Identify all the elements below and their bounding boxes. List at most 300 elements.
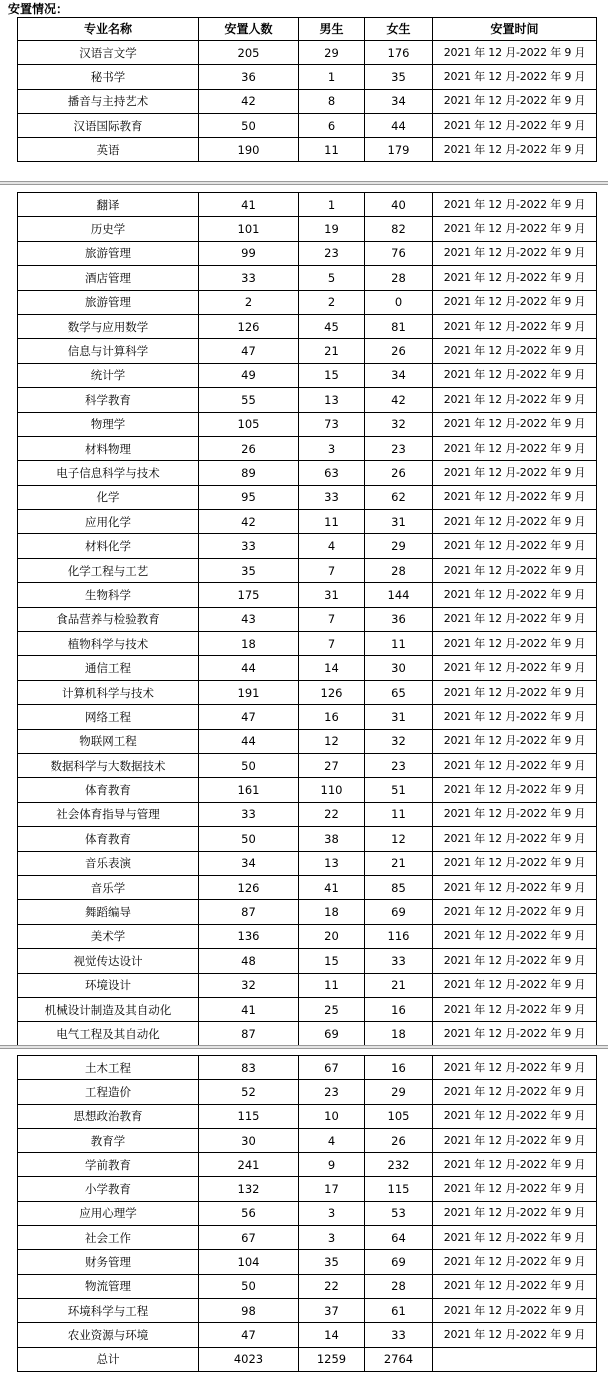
major-name-cell: 音乐学 — [18, 875, 199, 899]
table-row — [18, 314, 597, 338]
male-count-cell: 22 — [299, 1274, 365, 1298]
table-row — [18, 461, 597, 485]
table-row — [18, 1323, 597, 1347]
major-name-cell: 翻译 — [18, 193, 199, 217]
female-count-cell: 33 — [365, 1323, 433, 1347]
placement-time-cell: 2021 年 12 月-2022 年 9 月 — [433, 558, 597, 582]
male-count-cell: 19 — [299, 217, 365, 241]
female-count-cell: 36 — [365, 607, 433, 631]
female-count-cell: 26 — [365, 1128, 433, 1152]
female-count-cell: 26 — [365, 461, 433, 485]
major-name-cell: 化学工程与工艺 — [18, 558, 199, 582]
male-count-cell: 29 — [299, 41, 365, 65]
female-count-cell: 69 — [365, 1250, 433, 1274]
placement-count-cell: 44 — [199, 729, 299, 753]
male-count-cell: 45 — [299, 314, 365, 338]
male-count-cell: 41 — [299, 875, 365, 899]
placement-count-cell: 126 — [199, 875, 299, 899]
placement-time-cell: 2021 年 12 月-2022 年 9 月 — [433, 1056, 597, 1080]
placement-time-cell: 2021 年 12 月-2022 年 9 月 — [433, 436, 597, 460]
table-row — [18, 1274, 597, 1298]
female-count-cell: 32 — [365, 412, 433, 436]
male-count-cell: 63 — [299, 461, 365, 485]
male-count-cell: 110 — [299, 778, 365, 802]
placement-count-cell: 98 — [199, 1298, 299, 1322]
placement-time-cell: 2021 年 12 月-2022 年 9 月 — [433, 363, 597, 387]
female-count-cell: 11 — [365, 802, 433, 826]
section-heading: 安置情况： — [8, 2, 69, 16]
male-count-cell: 1 — [299, 193, 365, 217]
placement-count-cell: 49 — [199, 363, 299, 387]
table-row — [18, 973, 597, 997]
male-count-cell: 3 — [299, 436, 365, 460]
female-count-cell: 61 — [365, 1298, 433, 1322]
female-count-cell: 40 — [365, 193, 433, 217]
placement-time-cell: 2021 年 12 月-2022 年 9 月 — [433, 1226, 597, 1250]
placement-time-cell: 2021 年 12 月-2022 年 9 月 — [433, 924, 597, 948]
placement-count-cell: 205 — [199, 41, 299, 65]
female-count-cell: 18 — [365, 1022, 433, 1046]
female-count-cell: 232 — [365, 1153, 433, 1177]
major-name-cell: 统计学 — [18, 363, 199, 387]
placement-count-cell: 50 — [199, 113, 299, 137]
placement-time-cell: 2021 年 12 月-2022 年 9 月 — [433, 113, 597, 137]
placement-count-cell: 115 — [199, 1104, 299, 1128]
placement-count-cell: 44 — [199, 656, 299, 680]
placement-count-cell: 47 — [199, 1323, 299, 1347]
table-row — [18, 875, 597, 899]
table-row — [18, 802, 597, 826]
table-row — [18, 827, 597, 851]
male-count-cell: 13 — [299, 388, 365, 412]
table-row — [18, 217, 597, 241]
table-row — [18, 436, 597, 460]
placement-time-cell: 2021 年 12 月-2022 年 9 月 — [433, 217, 597, 241]
major-name-cell: 工程造价 — [18, 1080, 199, 1104]
placement-count-cell: 26 — [199, 436, 299, 460]
female-count-cell: 23 — [365, 436, 433, 460]
major-name-cell: 体育教育 — [18, 778, 199, 802]
major-name-cell: 网络工程 — [18, 705, 199, 729]
page-separator — [0, 1045, 608, 1050]
female-count-cell: 30 — [365, 656, 433, 680]
major-name-cell: 旅游管理 — [18, 241, 199, 265]
major-name-cell: 汉语国际教育 — [18, 113, 199, 137]
male-count-cell: 12 — [299, 729, 365, 753]
female-count-cell: 26 — [365, 339, 433, 363]
female-count-cell: 85 — [365, 875, 433, 899]
table-row — [18, 113, 597, 137]
major-name-cell: 物理学 — [18, 412, 199, 436]
table-row — [18, 1226, 597, 1250]
placement-count-cell: 30 — [199, 1128, 299, 1152]
placement-count-cell: 55 — [199, 388, 299, 412]
male-count-cell: 15 — [299, 949, 365, 973]
table-row — [18, 680, 597, 704]
placement-count-cell: 99 — [199, 241, 299, 265]
placement-count-cell: 175 — [199, 583, 299, 607]
female-count-cell: 0 — [365, 290, 433, 314]
female-count-cell: 35 — [365, 65, 433, 89]
major-name-cell: 食品营养与检验教育 — [18, 607, 199, 631]
male-count-cell: 73 — [299, 412, 365, 436]
placement-count-cell: 18 — [199, 632, 299, 656]
male-count-cell: 3 — [299, 1201, 365, 1225]
male-count-cell: 18 — [299, 900, 365, 924]
placement-count-cell: 47 — [199, 339, 299, 363]
major-name-cell: 小学教育 — [18, 1177, 199, 1201]
major-name-cell: 旅游管理 — [18, 290, 199, 314]
major-name-cell: 植物科学与技术 — [18, 632, 199, 656]
placement-count-cell: 126 — [199, 314, 299, 338]
placement-time-cell: 2021 年 12 月-2022 年 9 月 — [433, 729, 597, 753]
total-row — [18, 1347, 597, 1371]
male-count-cell: 11 — [299, 510, 365, 534]
major-name-cell: 材料化学 — [18, 534, 199, 558]
placement-count-cell: 35 — [199, 558, 299, 582]
placement-count-cell: 33 — [199, 266, 299, 290]
placement-time-cell: 2021 年 12 月-2022 年 9 月 — [433, 41, 597, 65]
female-count-cell: 11 — [365, 632, 433, 656]
female-count-cell: 28 — [365, 266, 433, 290]
major-name-cell: 财务管理 — [18, 1250, 199, 1274]
placement-count-cell: 41 — [199, 193, 299, 217]
female-count-cell: 65 — [365, 680, 433, 704]
table-row — [18, 1153, 597, 1177]
female-count-cell: 144 — [365, 583, 433, 607]
table-row — [18, 266, 597, 290]
placement-time-cell: 2021 年 12 月-2022 年 9 月 — [433, 680, 597, 704]
female-count-cell: 53 — [365, 1201, 433, 1225]
table-row — [18, 753, 597, 777]
table-row — [18, 656, 597, 680]
table-row — [18, 241, 597, 265]
placement-count-cell: 41 — [199, 997, 299, 1021]
male-count-cell: 15 — [299, 363, 365, 387]
placement-time-cell: 2021 年 12 月-2022 年 9 月 — [433, 290, 597, 314]
placement-time-cell: 2021 年 12 月-2022 年 9 月 — [433, 607, 597, 631]
page-separator — [0, 181, 608, 186]
major-name-cell: 美术学 — [18, 924, 199, 948]
major-name-cell: 社会体育指导与管理 — [18, 802, 199, 826]
major-name-cell: 机械设计制造及其自动化 — [18, 997, 199, 1021]
placement-time-cell: 2021 年 12 月-2022 年 9 月 — [433, 339, 597, 363]
male-count-cell: 31 — [299, 583, 365, 607]
placement-time-cell: 2021 年 12 月-2022 年 9 月 — [433, 1128, 597, 1152]
placement-time-cell: 2021 年 12 月-2022 年 9 月 — [433, 65, 597, 89]
male-count-cell: 27 — [299, 753, 365, 777]
major-name-cell: 应用化学 — [18, 510, 199, 534]
table-row — [18, 510, 597, 534]
female-count-cell: 12 — [365, 827, 433, 851]
female-count-cell: 179 — [365, 138, 433, 162]
major-name-cell: 秘书学 — [18, 65, 199, 89]
table-header-row — [18, 18, 597, 41]
table-row — [18, 1177, 597, 1201]
female-count-cell: 176 — [365, 41, 433, 65]
male-count-cell: 6 — [299, 113, 365, 137]
male-count-cell: 7 — [299, 607, 365, 631]
major-name-cell: 电气工程及其自动化 — [18, 1022, 199, 1046]
placement-count-cell: 104 — [199, 1250, 299, 1274]
male-count-cell: 33 — [299, 485, 365, 509]
placement-time-cell: 2021 年 12 月-2022 年 9 月 — [433, 1274, 597, 1298]
table-row — [18, 924, 597, 948]
female-count-cell: 2764 — [365, 1347, 433, 1371]
male-count-cell: 3 — [299, 1226, 365, 1250]
table-row — [18, 41, 597, 65]
table-row — [18, 1298, 597, 1322]
placement-time-cell: 2021 年 12 月-2022 年 9 月 — [433, 1177, 597, 1201]
table-row — [18, 1201, 597, 1225]
table-row — [18, 778, 597, 802]
table-row — [18, 997, 597, 1021]
placement-count-cell: 4023 — [199, 1347, 299, 1371]
placement-time-cell: 2021 年 12 月-2022 年 9 月 — [433, 485, 597, 509]
placement-count-cell: 48 — [199, 949, 299, 973]
major-name-cell: 数学与应用数学 — [18, 314, 199, 338]
placement-time-cell: 2021 年 12 月-2022 年 9 月 — [433, 510, 597, 534]
female-count-cell: 105 — [365, 1104, 433, 1128]
placement-time-cell: 2021 年 12 月-2022 年 9 月 — [433, 412, 597, 436]
placement-time-cell: 2021 年 12 月-2022 年 9 月 — [433, 997, 597, 1021]
major-name-cell: 计算机科学与技术 — [18, 680, 199, 704]
female-count-cell: 115 — [365, 1177, 433, 1201]
column-header: 安置时间 — [433, 18, 597, 41]
female-count-cell: 28 — [365, 558, 433, 582]
male-count-cell: 23 — [299, 241, 365, 265]
table-row — [18, 607, 597, 631]
major-name-cell: 思想政治教育 — [18, 1104, 199, 1128]
placement-count-cell: 191 — [199, 680, 299, 704]
placement-time-cell: 2021 年 12 月-2022 年 9 月 — [433, 973, 597, 997]
placement-count-cell: 50 — [199, 753, 299, 777]
female-count-cell: 81 — [365, 314, 433, 338]
major-name-cell: 物流管理 — [18, 1274, 199, 1298]
female-count-cell: 42 — [365, 388, 433, 412]
table-row — [18, 705, 597, 729]
table-row — [18, 583, 597, 607]
male-count-cell: 7 — [299, 558, 365, 582]
male-count-cell: 2 — [299, 290, 365, 314]
placement-time-cell: 2021 年 12 月-2022 年 9 月 — [433, 241, 597, 265]
male-count-cell: 20 — [299, 924, 365, 948]
major-name-cell: 土木工程 — [18, 1056, 199, 1080]
major-name-cell: 物联网工程 — [18, 729, 199, 753]
table-row — [18, 900, 597, 924]
table-row — [18, 632, 597, 656]
placement-count-cell: 87 — [199, 900, 299, 924]
major-name-cell: 学前教育 — [18, 1153, 199, 1177]
female-count-cell: 21 — [365, 973, 433, 997]
female-count-cell: 31 — [365, 510, 433, 534]
major-name-cell: 环境设计 — [18, 973, 199, 997]
major-name-cell: 材料物理 — [18, 436, 199, 460]
male-count-cell: 9 — [299, 1153, 365, 1177]
male-count-cell: 67 — [299, 1056, 365, 1080]
male-count-cell: 11 — [299, 973, 365, 997]
male-count-cell: 69 — [299, 1022, 365, 1046]
placement-count-cell: 132 — [199, 1177, 299, 1201]
placement-time-cell: 2021 年 12 月-2022 年 9 月 — [433, 314, 597, 338]
placement-time-cell: 2021 年 12 月-2022 年 9 月 — [433, 1104, 597, 1128]
placement-time-cell: 2021 年 12 月-2022 年 9 月 — [433, 949, 597, 973]
placement-time-cell: 2021 年 12 月-2022 年 9 月 — [433, 1298, 597, 1322]
male-count-cell: 38 — [299, 827, 365, 851]
placement-count-cell: 50 — [199, 827, 299, 851]
placement-time-cell: 2021 年 12 月-2022 年 9 月 — [433, 632, 597, 656]
placement-time-cell: 2021 年 12 月-2022 年 9 月 — [433, 1022, 597, 1046]
table-row — [18, 290, 597, 314]
major-name-cell: 汉语言文学 — [18, 41, 199, 65]
placement-time-cell: 2021 年 12 月-2022 年 9 月 — [433, 266, 597, 290]
female-count-cell: 31 — [365, 705, 433, 729]
major-name-cell: 播音与主持艺术 — [18, 89, 199, 113]
placement-table-part-2 — [17, 192, 597, 1047]
placement-count-cell: 190 — [199, 138, 299, 162]
table-row — [18, 1104, 597, 1128]
placement-count-cell: 36 — [199, 65, 299, 89]
major-name-cell: 舞蹈编导 — [18, 900, 199, 924]
table-row — [18, 89, 597, 113]
table-row — [18, 485, 597, 509]
female-count-cell: 62 — [365, 485, 433, 509]
male-count-cell: 14 — [299, 656, 365, 680]
placement-count-cell: 50 — [199, 1274, 299, 1298]
female-count-cell: 21 — [365, 851, 433, 875]
table-row — [18, 65, 597, 89]
male-count-cell: 16 — [299, 705, 365, 729]
male-count-cell: 37 — [299, 1298, 365, 1322]
male-count-cell: 8 — [299, 89, 365, 113]
placement-count-cell: 161 — [199, 778, 299, 802]
placement-count-cell: 2 — [199, 290, 299, 314]
placement-time-cell: 2021 年 12 月-2022 年 9 月 — [433, 89, 597, 113]
placement-count-cell: 33 — [199, 534, 299, 558]
major-name-cell: 视觉传达设计 — [18, 949, 199, 973]
male-count-cell: 1259 — [299, 1347, 365, 1371]
table-row — [18, 1056, 597, 1080]
female-count-cell: 82 — [365, 217, 433, 241]
placement-count-cell: 95 — [199, 485, 299, 509]
female-count-cell: 69 — [365, 900, 433, 924]
major-name-cell: 生物科学 — [18, 583, 199, 607]
female-count-cell: 28 — [365, 1274, 433, 1298]
female-count-cell: 29 — [365, 1080, 433, 1104]
major-name-cell: 电子信息科学与技术 — [18, 461, 199, 485]
placement-count-cell: 89 — [199, 461, 299, 485]
female-count-cell: 34 — [365, 363, 433, 387]
female-count-cell: 51 — [365, 778, 433, 802]
major-name-cell: 教育学 — [18, 1128, 199, 1152]
placement-time-cell: 2021 年 12 月-2022 年 9 月 — [433, 875, 597, 899]
female-count-cell: 64 — [365, 1226, 433, 1250]
major-name-cell: 体育教育 — [18, 827, 199, 851]
male-count-cell: 4 — [299, 1128, 365, 1152]
female-count-cell: 29 — [365, 534, 433, 558]
placement-time-cell: 2021 年 12 月-2022 年 9 月 — [433, 1080, 597, 1104]
placement-time-cell: 2021 年 12 月-2022 年 9 月 — [433, 778, 597, 802]
table-row — [18, 363, 597, 387]
major-name-cell: 历史学 — [18, 217, 199, 241]
female-count-cell: 16 — [365, 1056, 433, 1080]
placement-count-cell: 33 — [199, 802, 299, 826]
female-count-cell: 116 — [365, 924, 433, 948]
female-count-cell: 33 — [365, 949, 433, 973]
placement-time-cell: 2021 年 12 月-2022 年 9 月 — [433, 827, 597, 851]
placement-count-cell: 83 — [199, 1056, 299, 1080]
table-row — [18, 1022, 597, 1046]
placement-time-cell: 2021 年 12 月-2022 年 9 月 — [433, 705, 597, 729]
male-count-cell: 22 — [299, 802, 365, 826]
placement-time-cell: 2021 年 12 月-2022 年 9 月 — [433, 461, 597, 485]
placement-time-cell: 2021 年 12 月-2022 年 9 月 — [433, 583, 597, 607]
placement-count-cell: 42 — [199, 510, 299, 534]
male-count-cell: 7 — [299, 632, 365, 656]
table-row — [18, 534, 597, 558]
female-count-cell: 34 — [365, 89, 433, 113]
male-count-cell: 25 — [299, 997, 365, 1021]
placement-time-cell: 2021 年 12 月-2022 年 9 月 — [433, 900, 597, 924]
table-row — [18, 949, 597, 973]
major-name-cell: 数据科学与大数据技术 — [18, 753, 199, 777]
male-count-cell: 11 — [299, 138, 365, 162]
major-name-cell: 科学教育 — [18, 388, 199, 412]
table-row — [18, 388, 597, 412]
placement-count-cell: 32 — [199, 973, 299, 997]
table-row — [18, 851, 597, 875]
column-header: 专业名称 — [18, 18, 199, 41]
major-name-cell: 社会工作 — [18, 1226, 199, 1250]
placement-time-cell — [433, 1347, 597, 1371]
column-header: 安置人数 — [199, 18, 299, 41]
female-count-cell: 44 — [365, 113, 433, 137]
placement-time-cell: 2021 年 12 月-2022 年 9 月 — [433, 1323, 597, 1347]
table-row — [18, 1080, 597, 1104]
placement-count-cell: 42 — [199, 89, 299, 113]
table-row — [18, 138, 597, 162]
placement-time-cell: 2021 年 12 月-2022 年 9 月 — [433, 851, 597, 875]
major-name-cell: 信息与计算科学 — [18, 339, 199, 363]
male-count-cell: 126 — [299, 680, 365, 704]
placement-count-cell: 101 — [199, 217, 299, 241]
column-header: 女生 — [365, 18, 433, 41]
column-header: 男生 — [299, 18, 365, 41]
male-count-cell: 21 — [299, 339, 365, 363]
major-name-cell: 酒店管理 — [18, 266, 199, 290]
placement-count-cell: 136 — [199, 924, 299, 948]
table-row — [18, 193, 597, 217]
female-count-cell: 16 — [365, 997, 433, 1021]
placement-count-cell: 67 — [199, 1226, 299, 1250]
male-count-cell: 14 — [299, 1323, 365, 1347]
placement-time-cell: 2021 年 12 月-2022 年 9 月 — [433, 193, 597, 217]
placement-time-cell: 2021 年 12 月-2022 年 9 月 — [433, 388, 597, 412]
major-name-cell: 应用心理学 — [18, 1201, 199, 1225]
female-count-cell: 76 — [365, 241, 433, 265]
table-row — [18, 1250, 597, 1274]
placement-table-part-3 — [17, 1055, 597, 1372]
male-count-cell: 10 — [299, 1104, 365, 1128]
female-count-cell: 23 — [365, 753, 433, 777]
placement-time-cell: 2021 年 12 月-2022 年 9 月 — [433, 656, 597, 680]
male-count-cell: 35 — [299, 1250, 365, 1274]
placement-time-cell: 2021 年 12 月-2022 年 9 月 — [433, 1153, 597, 1177]
placement-count-cell: 241 — [199, 1153, 299, 1177]
placement-time-cell: 2021 年 12 月-2022 年 9 月 — [433, 802, 597, 826]
male-count-cell: 5 — [299, 266, 365, 290]
placement-time-cell: 2021 年 12 月-2022 年 9 月 — [433, 534, 597, 558]
